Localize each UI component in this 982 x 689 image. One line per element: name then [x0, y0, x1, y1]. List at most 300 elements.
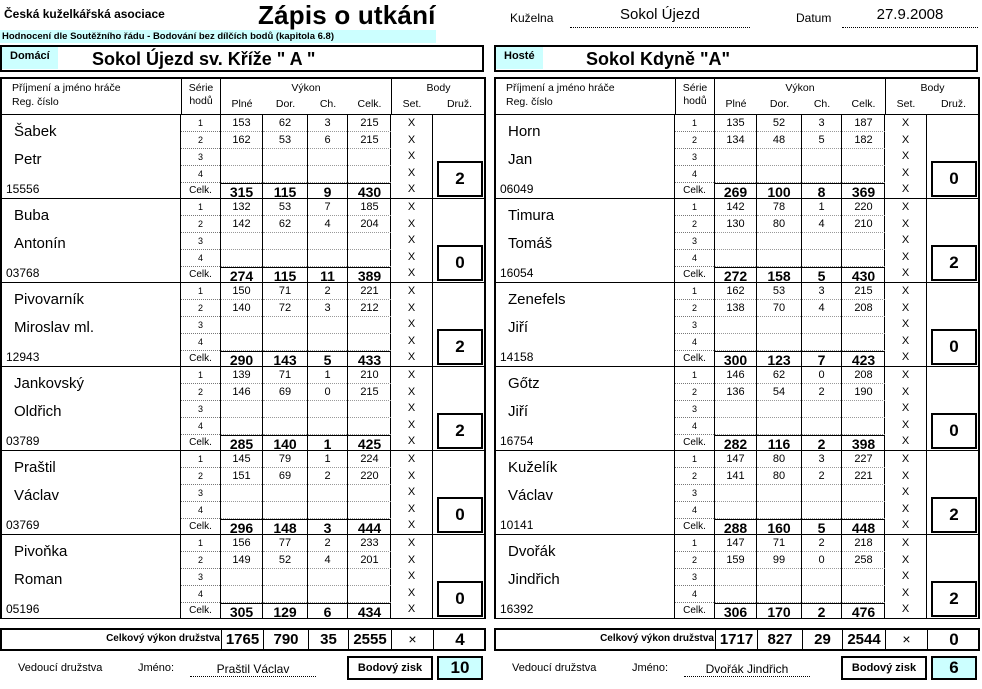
set-mark: X — [407, 301, 416, 314]
player-name-cell — [0, 451, 181, 535]
ch-column — [308, 199, 348, 283]
dor-value: 53 — [263, 199, 307, 216]
plne-column — [221, 367, 263, 451]
ch-value: 2 — [802, 468, 841, 485]
celk-value: 187 — [842, 115, 885, 132]
player-firstname: Jiří — [508, 403, 528, 420]
celk-total: 398 — [842, 435, 885, 451]
player-block — [494, 535, 980, 619]
celk-value — [842, 334, 885, 351]
ch-total: 5 — [308, 351, 347, 367]
plne-value: 153 — [221, 115, 262, 132]
vykon-header: Výkon — [291, 82, 321, 94]
set-mark: X — [901, 369, 910, 381]
set-mark: X — [901, 502, 910, 515]
ch-team-total: 29 — [802, 630, 842, 649]
player-name-cell — [494, 451, 675, 535]
set-mark: X — [901, 217, 910, 230]
ch-header: Ch. — [319, 98, 337, 110]
player-reg-number: 15556 — [6, 182, 40, 196]
performance-values — [715, 199, 885, 283]
team-points-column — [927, 283, 980, 367]
celk-value — [842, 569, 885, 586]
serie-number: 3 — [675, 317, 714, 334]
dor-value: 71 — [757, 535, 801, 552]
dor-column — [757, 199, 802, 283]
plne-total: 274 — [221, 267, 262, 283]
ch-value: 4 — [802, 300, 841, 317]
serie-number: 2 — [675, 300, 714, 317]
plne-value — [221, 250, 262, 267]
home-tag: Domácí — [2, 47, 58, 69]
serie-number: 1 — [181, 115, 220, 132]
dor-value — [757, 334, 801, 351]
plne-total: 300 — [715, 351, 756, 367]
ch-value — [308, 317, 347, 334]
ch-value: 2 — [802, 384, 841, 401]
set-mark: X — [901, 586, 910, 599]
ch-value — [802, 233, 841, 250]
plne-value — [715, 502, 756, 519]
plne-column — [221, 115, 263, 199]
serie-number: Celk. — [189, 437, 212, 448]
serie-column — [181, 115, 221, 199]
dor-value — [263, 586, 307, 603]
dor-column — [263, 535, 308, 619]
set-points-column — [885, 283, 927, 367]
player-points: 2 — [437, 161, 483, 197]
reg-col-header: Reg. číslo — [12, 96, 59, 108]
serie-column — [675, 367, 715, 451]
ch-value: 5 — [802, 132, 841, 149]
plne-total: 290 — [221, 351, 262, 367]
dor-total: 148 — [263, 519, 307, 535]
page-title: Zápis o utkání — [258, 0, 436, 30]
ch-value: 7 — [308, 199, 347, 216]
dor-value — [263, 317, 307, 334]
plne-value — [715, 586, 756, 603]
dor-value — [757, 233, 801, 250]
set-mark: X — [901, 234, 910, 247]
player-block — [494, 367, 980, 451]
serie-column — [675, 451, 715, 535]
plne-header: Plné — [231, 98, 253, 110]
dor-total: 140 — [263, 435, 307, 451]
ch-value: 4 — [308, 216, 347, 233]
serie-number: 3 — [675, 401, 714, 418]
set-mark: X — [901, 133, 910, 146]
ch-value — [308, 233, 347, 250]
player-name-cell — [0, 535, 181, 619]
serie-number: Celk. — [683, 353, 706, 364]
home-name-label: Jméno: — [138, 662, 175, 674]
set-mark: X — [901, 486, 910, 499]
guest-leader-label: Vedoucí družstva — [512, 662, 597, 674]
plne-value — [221, 334, 262, 351]
dor-value — [757, 166, 801, 183]
guest-column-header — [494, 77, 980, 115]
ch-total: 3 — [308, 519, 347, 535]
plne-value: 162 — [221, 132, 262, 149]
set-mark: X — [407, 402, 416, 415]
dor-value: 72 — [263, 300, 307, 317]
ch-value: 3 — [802, 115, 841, 132]
serie-number: Celk. — [683, 605, 706, 616]
celk-total: 434 — [348, 603, 391, 619]
celk-value: 185 — [348, 199, 391, 216]
team-points-column — [433, 535, 486, 619]
druz-header: Druž. — [940, 98, 967, 110]
set-mark: X — [407, 234, 416, 247]
dor-value: 71 — [263, 367, 307, 384]
ch-total: 5 — [802, 267, 841, 283]
serie-col-header — [181, 79, 221, 115]
celk-value: 258 — [842, 552, 885, 569]
player-firstname: Antonín — [14, 235, 66, 252]
ch-value: 2 — [802, 535, 841, 552]
plne-value — [221, 418, 262, 435]
celk-value — [842, 502, 885, 519]
set-mark: X — [407, 537, 416, 549]
ch-value — [308, 149, 347, 166]
ch-value: 0 — [802, 552, 841, 569]
set-mark: X — [407, 166, 416, 179]
celk-value — [842, 485, 885, 502]
celk-value: 220 — [842, 199, 885, 216]
player-name-cell — [494, 535, 675, 619]
dor-value: 53 — [757, 283, 801, 300]
serie-number: 4 — [181, 586, 220, 603]
set-header: Set. — [402, 98, 422, 110]
celk-value — [348, 586, 391, 603]
set-mark: X — [407, 586, 416, 599]
performance-values — [715, 115, 885, 199]
performance-values — [221, 367, 391, 451]
player-surname: Buba — [14, 207, 50, 224]
celk-value — [348, 569, 391, 586]
plne-value — [221, 233, 262, 250]
serie-label: Série — [188, 82, 214, 94]
player-reg-number: 05196 — [6, 602, 40, 616]
set-mark: X — [901, 435, 910, 448]
plne-value — [221, 569, 262, 586]
set-mark: X — [407, 553, 416, 566]
dor-value — [263, 334, 307, 351]
set-mark: X — [407, 385, 416, 398]
celk-column — [842, 535, 885, 619]
plne-total: 272 — [715, 267, 756, 283]
set-mark: X — [407, 117, 416, 129]
serie-column — [181, 367, 221, 451]
performance-values — [221, 115, 391, 199]
plne-column — [221, 199, 263, 283]
serie-number: 1 — [675, 367, 714, 384]
set-mark: X — [407, 369, 416, 381]
celk-value: 220 — [348, 468, 391, 485]
ch-value: 1 — [802, 199, 841, 216]
ch-value: 1 — [308, 451, 347, 468]
dor-value: 80 — [757, 468, 801, 485]
plne-value — [715, 149, 756, 166]
player-firstname: Tomáš — [508, 235, 553, 252]
ch-value — [308, 569, 347, 586]
celk-column — [842, 283, 885, 367]
serie-column — [675, 199, 715, 283]
ch-column — [802, 115, 842, 199]
set-points-column — [391, 199, 433, 283]
celk-value — [348, 250, 391, 267]
player-reg-number: 06049 — [500, 182, 534, 196]
plne-team-total: 1765 — [221, 630, 263, 649]
vykon-header: Výkon — [785, 82, 815, 94]
team-points-column — [433, 115, 486, 199]
dor-value: 54 — [757, 384, 801, 401]
celk-column — [348, 451, 391, 535]
player-surname: Pivoňka — [14, 543, 68, 560]
ch-value: 3 — [802, 283, 841, 300]
serie-col-header — [675, 79, 715, 115]
dor-header: Dor. — [275, 98, 296, 110]
dor-column — [263, 367, 308, 451]
celk-value — [348, 166, 391, 183]
set-mark: X — [901, 570, 910, 583]
dor-team-total: 790 — [263, 630, 308, 649]
player-name-cell — [494, 115, 675, 199]
home-leader-label: Vedoucí družstva — [18, 662, 103, 674]
plne-total: 315 — [221, 183, 262, 199]
ch-total: 8 — [802, 183, 841, 199]
dor-value: 62 — [263, 216, 307, 233]
set-points-column — [885, 115, 927, 199]
serie-number: 2 — [181, 132, 220, 149]
set-mark: X — [407, 603, 416, 616]
ch-column — [308, 283, 348, 367]
player-reg-number: 10141 — [500, 518, 534, 532]
dor-value: 77 — [263, 535, 307, 552]
plne-value — [715, 485, 756, 502]
guest-leader-name: Dvořák Jindřich — [684, 662, 810, 677]
performance-values — [221, 535, 391, 619]
set-points-column — [885, 199, 927, 283]
venue-label: Kuželna — [510, 11, 554, 25]
home-gain-value: 10 — [437, 656, 483, 680]
serie-number: 1 — [181, 283, 220, 300]
plne-value: 130 — [715, 216, 756, 233]
player-firstname: Jiří — [508, 319, 528, 336]
celk-value: 204 — [348, 216, 391, 233]
body-header: Body — [426, 82, 451, 94]
dor-total: 123 — [757, 351, 801, 367]
celk-column — [348, 199, 391, 283]
celk-value: 215 — [348, 384, 391, 401]
celk-value — [842, 149, 885, 166]
set-mark: X — [407, 183, 416, 196]
druz-header: Druž. — [446, 98, 473, 110]
plne-column — [221, 535, 263, 619]
guest-gain-label: Bodový zisk — [841, 656, 927, 680]
ch-value — [802, 586, 841, 603]
ch-column — [308, 367, 348, 451]
team-points-column — [927, 367, 980, 451]
plne-value: 135 — [715, 115, 756, 132]
player-reg-number: 03789 — [6, 434, 40, 448]
reg-col-header: Reg. číslo — [506, 96, 553, 108]
set-mark: X — [901, 267, 910, 280]
dor-value: 53 — [263, 132, 307, 149]
plne-value: 142 — [221, 216, 262, 233]
performance-values — [221, 451, 391, 535]
serie-column — [181, 535, 221, 619]
plne-total: 306 — [715, 603, 756, 619]
set-mark: X — [901, 250, 910, 263]
ch-value: 3 — [308, 300, 347, 317]
guest-name-label: Jméno: — [632, 662, 669, 674]
set-mark: X — [901, 301, 910, 314]
player-firstname: Roman — [14, 571, 63, 588]
set-mark: X — [901, 285, 910, 297]
ch-value — [308, 401, 347, 418]
team-points-column — [927, 199, 980, 283]
dor-value: 79 — [263, 451, 307, 468]
plne-total: 285 — [221, 435, 262, 451]
guest-gain-value: 6 — [931, 656, 977, 680]
serie-number: 3 — [675, 149, 714, 166]
ch-column — [802, 199, 842, 283]
serie-column — [675, 115, 715, 199]
dor-value — [263, 166, 307, 183]
plne-value — [715, 569, 756, 586]
ch-value — [308, 250, 347, 267]
set-mark: X — [407, 570, 416, 583]
dor-value — [263, 149, 307, 166]
serie-number: 4 — [181, 334, 220, 351]
dor-team-total: 827 — [757, 630, 802, 649]
dor-value: 48 — [757, 132, 801, 149]
serie-number: Celk. — [189, 521, 212, 532]
plne-value: 136 — [715, 384, 756, 401]
celk-header: Celk. — [357, 98, 382, 110]
set-mark: X — [901, 537, 910, 549]
serie-number: 4 — [181, 166, 220, 183]
dor-column — [757, 115, 802, 199]
plne-value: 147 — [715, 535, 756, 552]
ch-total: 2 — [802, 435, 841, 451]
plne-value: 140 — [221, 300, 262, 317]
plne-team-total: 1717 — [715, 630, 757, 649]
celk-column — [348, 115, 391, 199]
serie-number: 3 — [675, 233, 714, 250]
celk-value — [348, 418, 391, 435]
player-points: 2 — [931, 581, 977, 617]
team-points-column — [927, 451, 980, 535]
set-points-column — [885, 451, 927, 535]
serie-number: 1 — [675, 199, 714, 216]
serie-number: 2 — [181, 300, 220, 317]
ch-value — [802, 166, 841, 183]
serie-number: 3 — [675, 485, 714, 502]
ch-value: 2 — [308, 468, 347, 485]
player-reg-number: 16054 — [500, 266, 534, 280]
set-mark: X — [407, 418, 416, 431]
serie-number: 2 — [181, 552, 220, 569]
celk-team-total: 2544 — [842, 630, 885, 649]
celk-value — [348, 502, 391, 519]
dor-value: 71 — [263, 283, 307, 300]
dor-column — [757, 451, 802, 535]
ch-value: 2 — [308, 535, 347, 552]
player-points: 0 — [931, 413, 977, 449]
ch-value — [802, 250, 841, 267]
set-points-column — [885, 535, 927, 619]
serie-column — [675, 535, 715, 619]
dor-value: 80 — [757, 216, 801, 233]
serie-number: 4 — [675, 166, 714, 183]
plne-value: 146 — [221, 384, 262, 401]
dor-value: 62 — [263, 115, 307, 132]
celk-value: 208 — [842, 300, 885, 317]
dor-value: 52 — [263, 552, 307, 569]
plne-value — [221, 485, 262, 502]
serie-label-2: hodů — [683, 95, 707, 107]
celk-value — [348, 233, 391, 250]
plne-value: 139 — [221, 367, 262, 384]
plne-column — [715, 283, 757, 367]
serie-number: 2 — [675, 216, 714, 233]
set-points-column — [391, 535, 433, 619]
serie-number: 1 — [675, 283, 714, 300]
home-column-header — [0, 77, 486, 115]
celk-header: Celk. — [851, 98, 876, 110]
serie-number: 3 — [181, 569, 220, 586]
plne-value: 149 — [221, 552, 262, 569]
set-mark: X — [407, 133, 416, 146]
serie-number: 1 — [675, 535, 714, 552]
serie-number: 2 — [181, 468, 220, 485]
plne-column — [221, 451, 263, 535]
serie-number: 3 — [181, 233, 220, 250]
ch-column — [802, 451, 842, 535]
ch-value — [308, 586, 347, 603]
set-mark: X — [901, 318, 910, 331]
plne-value — [221, 401, 262, 418]
plne-column — [715, 367, 757, 451]
team-points-column — [433, 367, 486, 451]
home-team-title — [0, 45, 484, 72]
plne-value — [221, 502, 262, 519]
celk-value: 210 — [348, 367, 391, 384]
plne-total: 288 — [715, 519, 756, 535]
dor-value — [757, 317, 801, 334]
player-surname: Pivovarník — [14, 291, 85, 308]
player-surname: Horn — [508, 123, 541, 140]
dor-column — [757, 367, 802, 451]
celk-total: 448 — [842, 519, 885, 535]
dor-value: 62 — [757, 367, 801, 384]
serie-number: 2 — [181, 384, 220, 401]
celk-value: 227 — [842, 451, 885, 468]
celk-total: 389 — [348, 267, 391, 283]
set-mark: X — [901, 453, 910, 465]
serie-number: 4 — [675, 418, 714, 435]
serie-number: 1 — [181, 367, 220, 384]
plne-header: Plné — [725, 98, 747, 110]
plne-value — [715, 334, 756, 351]
team-points: 0 — [927, 630, 980, 649]
set-mark: X — [901, 469, 910, 482]
ch-column — [802, 283, 842, 367]
association-name: Česká kuželkářská asociace — [4, 7, 165, 21]
set-points-column — [391, 367, 433, 451]
